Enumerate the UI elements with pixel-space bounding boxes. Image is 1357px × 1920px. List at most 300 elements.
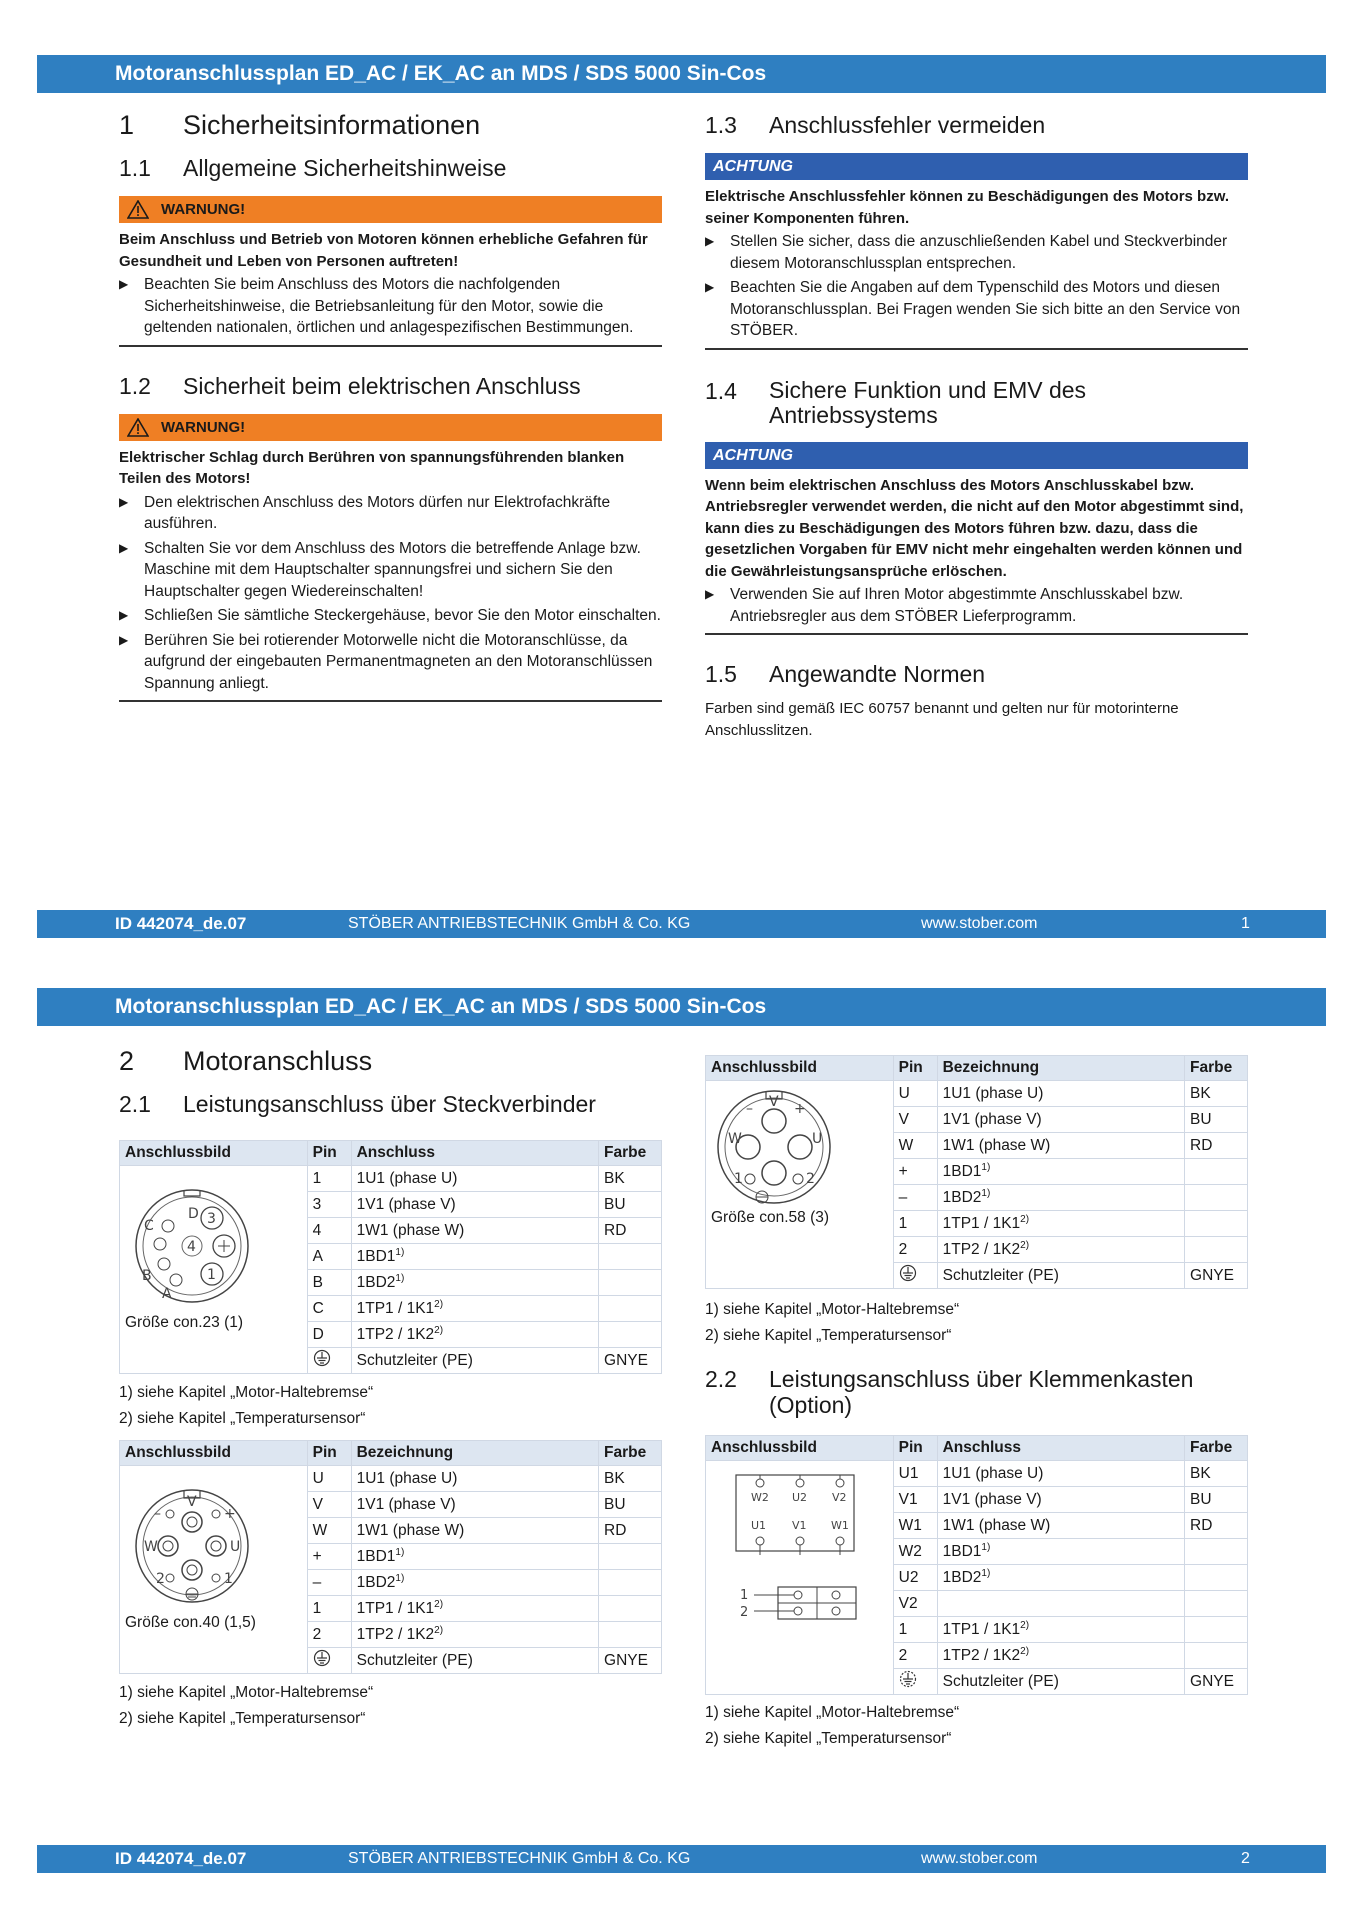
section-number: 1.5 — [705, 661, 737, 687]
signal-cell — [937, 1539, 1184, 1565]
terminal-label: U2 — [792, 1491, 808, 1504]
pin-cell: 1 — [307, 1596, 351, 1622]
pin-cell: U — [307, 1466, 351, 1492]
color-cell: BK — [599, 1466, 662, 1492]
signal-cell — [937, 1107, 1184, 1133]
color-cell — [1185, 1237, 1248, 1263]
signal-cell — [937, 1513, 1184, 1539]
footnote-ref: 2) — [1020, 1645, 1030, 1657]
warning-banner — [119, 196, 662, 223]
website-link[interactable]: www.stober.com — [921, 1850, 1038, 1867]
website-link[interactable]: www.stober.com — [921, 915, 1038, 932]
column-header: Pin — [893, 1056, 937, 1081]
warning-label: WARNUNG! — [161, 201, 246, 218]
footnote-ref: 2) — [434, 1324, 444, 1336]
pin-cell: + — [307, 1544, 351, 1570]
column-header: Bezeichnung — [937, 1056, 1184, 1081]
column-header: Anschluss — [937, 1436, 1184, 1461]
color-cell: BU — [1185, 1107, 1248, 1133]
connector-size-label: Größe con.40 (1,5) — [125, 1614, 256, 1631]
signal-cell — [937, 1159, 1184, 1185]
signal-cell — [351, 1322, 598, 1348]
signal-cell — [937, 1669, 1184, 1695]
pin-cell: A — [307, 1244, 351, 1270]
warning-label: WARNUNG! — [161, 418, 246, 436]
pin-label: U — [230, 1539, 241, 1555]
column-header: Bezeichnung — [351, 1441, 598, 1466]
attention-banner: ACHTUNG — [705, 153, 1248, 180]
signal-cell — [351, 1544, 598, 1570]
column-header: Farbe — [1185, 1436, 1248, 1461]
page1-left-column — [119, 110, 662, 702]
color-cell: BK — [1185, 1461, 1248, 1487]
signal-text: 1W1 (phase W) — [942, 1136, 1051, 1154]
signal-text: Schutzleiter (PE) — [942, 1672, 1059, 1690]
list-item: ▶ Verwenden Sie auf Ihren Motor abgestimmte Anschlusskabel bzw. Antriebsregler aus dem STÖBER Lieferprogramm. — [705, 584, 1248, 627]
pin-cell — [893, 1669, 937, 1695]
color-cell — [599, 1544, 662, 1570]
pin-cell: V2 — [893, 1591, 937, 1617]
pin-label: + — [794, 1101, 806, 1117]
signal-text: 1W1 (phase W) — [942, 1516, 1051, 1534]
pin-cell: W — [893, 1133, 937, 1159]
color-cell — [599, 1596, 662, 1622]
section-number: 2.2 — [705, 1366, 737, 1392]
pin-cell: V1 — [893, 1487, 937, 1513]
section-1-heading — [119, 110, 662, 141]
signal-cell — [937, 1185, 1184, 1211]
pin-label: – — [154, 1506, 161, 1522]
footnote-ref: 1) — [981, 1161, 991, 1173]
signal-text: 1BD1 — [356, 1547, 396, 1565]
section-number: 1.1 — [119, 155, 151, 181]
signal-cell — [937, 1237, 1184, 1263]
signal-cell — [351, 1492, 598, 1518]
footnote: 2) siehe Kapitel „Temperatursensor“ — [119, 1710, 366, 1727]
column-header: Farbe — [1185, 1056, 1248, 1081]
pin-cell: + — [893, 1159, 937, 1185]
pin-cell: 2 — [893, 1237, 937, 1263]
column-header: Farbe — [599, 1141, 662, 1166]
section-title: Motoranschluss — [183, 1046, 373, 1076]
signal-text: 1TP1 / 1K1 — [356, 1299, 435, 1317]
signal-cell — [351, 1518, 598, 1544]
pin-cell — [307, 1348, 351, 1374]
signal-text: 1V1 (phase V) — [942, 1110, 1042, 1128]
pin-label: C — [144, 1218, 154, 1234]
pin-label: 2 — [806, 1171, 815, 1187]
signal-cell — [351, 1166, 598, 1192]
section-number: 1.4 — [705, 377, 737, 404]
pin-cell: C — [307, 1296, 351, 1322]
section-1-5-heading — [705, 661, 1248, 688]
pin-label: V — [769, 1094, 779, 1110]
color-cell — [599, 1244, 662, 1270]
divider — [705, 633, 1248, 635]
footnotes — [705, 1700, 959, 1752]
section-title: Leistungsanschluss über Steckverbinder — [183, 1091, 596, 1117]
table-row — [706, 1081, 1248, 1107]
color-cell: BK — [1185, 1081, 1248, 1107]
list-item: ▶ Beachten Sie die Angaben auf dem Typenschild des Motors und diesen Motoranschlussplan. Bei Fragen wenden Sie sich bitte an den Service von STÖBER. — [705, 277, 1248, 342]
section-1-3-heading — [705, 112, 1248, 139]
section-title: Angewandte Normen — [769, 661, 986, 687]
signal-cell — [351, 1466, 598, 1492]
pin-label: U — [812, 1131, 823, 1147]
signal-cell — [351, 1218, 598, 1244]
color-cell — [1185, 1539, 1248, 1565]
color-cell — [599, 1322, 662, 1348]
terminal-label: V1 — [792, 1519, 807, 1532]
column-header: Anschlussbild — [706, 1056, 894, 1081]
footnote-ref: 1) — [395, 1546, 405, 1558]
color-cell — [599, 1270, 662, 1296]
color-cell: RD — [599, 1218, 662, 1244]
warning-text: Beim Anschluss und Betrieb von Motoren können erhebliche Gefahren für Gesundheit und Leben von Personen auftreten! — [119, 231, 648, 270]
pin-label: – — [746, 1101, 753, 1117]
column-header: Anschlussbild — [120, 1141, 308, 1166]
footnotes — [119, 1680, 373, 1732]
section-title-line: Sichere Funktion und EMV des — [769, 376, 1087, 403]
terminal-label: W2 — [751, 1491, 769, 1504]
signal-cell — [937, 1617, 1184, 1643]
ground-icon — [899, 1264, 917, 1282]
pin-cell: U2 — [893, 1565, 937, 1591]
signal-text: 1BD1 — [942, 1542, 982, 1560]
footnote-ref: 2) — [1020, 1619, 1030, 1631]
signal-text: 1U1 (phase U) — [942, 1464, 1044, 1482]
footnote-ref: 1) — [395, 1246, 405, 1258]
page1-header-bar — [37, 55, 1326, 93]
pin-label: 3 — [207, 1211, 216, 1227]
signal-text: 1TP1 / 1K1 — [942, 1214, 1021, 1232]
color-cell — [599, 1622, 662, 1648]
warning-banner — [119, 414, 662, 441]
pin-cell: 1 — [893, 1211, 937, 1237]
pin-cell: 1 — [307, 1166, 351, 1192]
document-id: ID 442074_de.07 — [115, 914, 247, 933]
page2-header-title: Motoranschlussplan ED_AC / EK_AC an MDS / SDS 5000 Sin-Cos — [115, 995, 767, 1018]
terminal-label: V2 — [832, 1491, 847, 1504]
signal-cell — [351, 1648, 598, 1674]
column-header: Pin — [893, 1436, 937, 1461]
list-item: ▶ Schließen Sie sämtliche Steckergehäuse, bevor Sie den Motor einschalten. — [119, 605, 662, 627]
color-cell — [1185, 1643, 1248, 1669]
con40-connector-diagram — [120, 1466, 308, 1676]
color-cell: RD — [1185, 1133, 1248, 1159]
page1-header-title: Motoranschlussplan ED_AC / EK_AC an MDS / SDS 5000 Sin-Cos — [115, 62, 767, 85]
company-name: STÖBER ANTRIEBSTECHNIK GmbH & Co. KG — [348, 915, 691, 932]
signal-cell — [351, 1596, 598, 1622]
pin-label: W — [144, 1539, 158, 1555]
attention-text: Elektrische Anschlussfehler können zu Beschädigungen des Motors bzw. seiner Komponenten führen. — [705, 188, 1229, 227]
signal-cell — [351, 1348, 598, 1374]
signal-text: 1TP2 / 1K2 — [942, 1646, 1021, 1664]
footnote: 2) siehe Kapitel „Temperatursensor“ — [705, 1730, 952, 1747]
footnote-ref: 2) — [434, 1598, 444, 1610]
column-header: Anschlussbild — [120, 1441, 308, 1466]
signal-cell — [937, 1487, 1184, 1513]
footnote-ref: 2) — [1020, 1239, 1030, 1251]
page-number: 2 — [1241, 1850, 1250, 1867]
footnotes — [119, 1380, 373, 1432]
pin-cell: – — [307, 1570, 351, 1596]
instruction-list — [705, 231, 1248, 342]
list-item: ▶ Schalten Sie vor dem Anschluss des Motors die betreffende Anlage bzw. Maschine mit dem Hauptschalter spannungsfrei und sichern Sie den Hauptschalter gegen Wiedereinschalten! — [119, 538, 662, 603]
footnote-ref: 2) — [434, 1298, 444, 1310]
instruction-list — [119, 492, 662, 695]
standards-text: Farben sind gemäß IEC 60757 benannt und gelten nur für motorinterne Anschlusslitzen. — [705, 700, 1179, 739]
signal-text: 1BD2 — [356, 1273, 396, 1291]
section-title-line: (Option) — [769, 1392, 853, 1418]
divider — [705, 348, 1248, 350]
divider — [119, 700, 662, 702]
table-header-row — [120, 1441, 662, 1466]
instruction-list — [119, 274, 662, 339]
section-title-line: Antriebssystems — [769, 401, 938, 428]
signal-cell — [937, 1263, 1184, 1289]
pin-label: 2 — [156, 1571, 165, 1587]
color-cell — [599, 1296, 662, 1322]
color-cell — [1185, 1617, 1248, 1643]
warning-triangle-icon — [127, 200, 149, 219]
color-cell — [1185, 1591, 1248, 1617]
pin-label: 4 — [187, 1239, 196, 1255]
pin-cell: 1 — [893, 1617, 937, 1643]
section-2-2-heading — [705, 1366, 1248, 1418]
terminal-label: 1 — [740, 1588, 749, 1603]
signal-cell — [937, 1643, 1184, 1669]
signal-text: 1V1 (phase V) — [356, 1195, 456, 1213]
table-row — [120, 1466, 662, 1492]
signal-cell — [351, 1570, 598, 1596]
footnote: 1) siehe Kapitel „Motor-Haltebremse“ — [705, 1301, 960, 1318]
signal-text: 1U1 (phase U) — [356, 1469, 458, 1487]
footnote-ref: 1) — [981, 1567, 991, 1579]
pin-cell — [893, 1263, 937, 1289]
section-title — [769, 378, 1086, 428]
ground-icon — [313, 1349, 331, 1367]
column-header: Pin — [307, 1441, 351, 1466]
connector-diagram-cell — [120, 1466, 308, 1674]
warning-triangle-icon — [127, 418, 149, 437]
divider — [119, 345, 662, 347]
connector-table-con58 — [705, 1055, 1248, 1289]
signal-text: 1W1 (phase W) — [356, 1221, 465, 1239]
pin-cell — [307, 1648, 351, 1674]
signal-text: 1TP1 / 1K1 — [356, 1599, 435, 1617]
color-cell — [1185, 1565, 1248, 1591]
color-cell: GNYE — [1185, 1263, 1248, 1289]
signal-text: 1BD1 — [356, 1247, 396, 1265]
signal-cell — [351, 1296, 598, 1322]
pin-cell: V — [893, 1107, 937, 1133]
pin-cell: D — [307, 1322, 351, 1348]
signal-cell — [937, 1461, 1184, 1487]
color-cell: BU — [1185, 1487, 1248, 1513]
pin-label: D — [188, 1206, 199, 1222]
terminal-label: U1 — [751, 1519, 767, 1532]
terminal-label: W1 — [831, 1519, 849, 1532]
section-2-heading — [119, 1046, 662, 1077]
pin-label: + — [224, 1506, 236, 1522]
signal-cell — [937, 1211, 1184, 1237]
pin-cell: W2 — [893, 1539, 937, 1565]
pin-cell: W — [307, 1518, 351, 1544]
footnotes — [705, 1297, 959, 1349]
ground-icon — [313, 1649, 331, 1667]
signal-text: Schutzleiter (PE) — [942, 1266, 1059, 1284]
footnote: 1) siehe Kapitel „Motor-Haltebremse“ — [119, 1684, 374, 1701]
section-number: 1.2 — [119, 372, 151, 399]
page2-header-bar — [37, 988, 1326, 1026]
footnote-ref: 1) — [395, 1572, 405, 1584]
footnote: 1) siehe Kapitel „Motor-Haltebremse“ — [119, 1384, 374, 1401]
signal-text: 1V1 (phase V) — [942, 1490, 1042, 1508]
list-item: ▶ Berühren Sie bei rotierender Motorwelle nicht die Motoranschlüsse, da aufgrund der eingebauten Permanentmagneten an den Motoranschlüssen Spannung anliegt. — [119, 630, 662, 695]
con58-connector-diagram — [706, 1081, 894, 1291]
pin-cell: B — [307, 1270, 351, 1296]
list-item: ▶ Beachten Sie beim Anschluss des Motors die nachfolgenden Sicherheitshinweise, die Betriebsanleitung für den Motor, sowie die geltenden nationalen, örtlichen und anlagespezifischen Bestimmungen. — [119, 274, 662, 339]
color-cell: BU — [599, 1192, 662, 1218]
signal-text: 1BD2 — [942, 1188, 982, 1206]
terminal-box-table — [705, 1435, 1248, 1695]
connector-diagram-cell — [120, 1166, 308, 1374]
footnote: 2) siehe Kapitel „Temperatursensor“ — [119, 1410, 366, 1427]
signal-cell — [937, 1565, 1184, 1591]
signal-text: 1TP1 / 1K1 — [942, 1620, 1021, 1638]
pin-cell: 3 — [307, 1192, 351, 1218]
page-number: 1 — [1241, 915, 1250, 932]
con23-connector-diagram — [120, 1166, 308, 1376]
table-header-row — [706, 1056, 1248, 1081]
pin-cell: V — [307, 1492, 351, 1518]
connector-size-label: Größe con.23 (1) — [125, 1314, 244, 1331]
document-id: ID 442074_de.07 — [115, 1849, 247, 1868]
warning-text: Elektrischer Schlag durch Berühren von spannungsführenden blanken Teilen des Motors! — [119, 448, 625, 487]
attention-banner: ACHTUNG — [705, 442, 1248, 469]
list-item: ▶ Den elektrischen Anschluss des Motors dürfen nur Elektrofachkräfte ausführen. — [119, 492, 662, 535]
color-cell: GNYE — [599, 1348, 662, 1374]
pin-label: A — [162, 1286, 172, 1302]
color-cell — [1185, 1211, 1248, 1237]
signal-text: 1TP2 / 1K2 — [942, 1240, 1021, 1258]
signal-text: 1TP2 / 1K2 — [356, 1325, 435, 1343]
footnote-ref: 2) — [434, 1624, 444, 1636]
pin-cell: 2 — [893, 1643, 937, 1669]
pin-cell: 2 — [307, 1622, 351, 1648]
page2-footer-bar — [37, 1845, 1326, 1873]
ground-icon — [899, 1670, 917, 1688]
color-cell: GNYE — [599, 1648, 662, 1674]
signal-text: 1U1 (phase U) — [356, 1169, 458, 1187]
pin-cell: – — [893, 1185, 937, 1211]
signal-text: 1BD2 — [356, 1573, 396, 1591]
signal-cell — [351, 1192, 598, 1218]
color-cell: RD — [599, 1518, 662, 1544]
section-title: Sicherheit beim elektrischen Anschluss — [183, 372, 581, 399]
pin-cell: 4 — [307, 1218, 351, 1244]
signal-cell — [351, 1244, 598, 1270]
column-header: Anschlussbild — [706, 1436, 894, 1461]
signal-text: Schutzleiter (PE) — [356, 1351, 473, 1369]
pin-cell: U1 — [893, 1461, 937, 1487]
terminal-label: 2 — [740, 1605, 749, 1620]
color-cell — [1185, 1159, 1248, 1185]
section-title — [769, 1366, 1193, 1418]
signal-cell — [351, 1622, 598, 1648]
signal-text: 1BD1 — [942, 1162, 982, 1180]
list-item: ▶ Stellen Sie sicher, dass die anzuschließenden Kabel und Steckverbinder diesem Motoranschlussplan entsprechen. — [705, 231, 1248, 274]
column-header: Farbe — [599, 1441, 662, 1466]
pin-label: 1 — [224, 1571, 233, 1587]
section-title: Allgemeine Sicherheitshinweise — [183, 155, 507, 181]
color-cell: RD — [1185, 1513, 1248, 1539]
signal-text: 1TP2 / 1K2 — [356, 1625, 435, 1643]
footnote: 2) siehe Kapitel „Temperatursensor“ — [705, 1327, 952, 1344]
instruction-list — [705, 584, 1248, 627]
pin-cell: W1 — [893, 1513, 937, 1539]
color-cell: BU — [599, 1492, 662, 1518]
footnote-ref: 1) — [395, 1272, 405, 1284]
column-header: Pin — [307, 1141, 351, 1166]
color-cell: GNYE — [1185, 1669, 1248, 1695]
footnote-ref: 2) — [1020, 1213, 1030, 1225]
connector-diagram-cell — [706, 1081, 894, 1289]
table-header-row — [706, 1436, 1248, 1461]
pin-label: B — [142, 1268, 152, 1284]
signal-text: 1BD2 — [942, 1568, 982, 1586]
pin-cell: U — [893, 1081, 937, 1107]
table-header-row — [120, 1141, 662, 1166]
pin-label: 1 — [734, 1171, 743, 1187]
section-title: Anschlussfehler vermeiden — [769, 112, 1046, 138]
signal-text: 1V1 (phase V) — [356, 1495, 456, 1513]
section-1-2-heading — [119, 373, 662, 400]
section-title: Sicherheitsinformationen — [183, 110, 481, 140]
signal-text: 1W1 (phase W) — [356, 1521, 465, 1539]
color-cell — [599, 1570, 662, 1596]
footnote: 1) siehe Kapitel „Motor-Haltebremse“ — [705, 1704, 960, 1721]
signal-cell — [937, 1591, 1184, 1617]
page1-right-column — [705, 112, 1248, 741]
footnote-ref: 1) — [981, 1187, 991, 1199]
section-number: 2.1 — [119, 1091, 151, 1117]
terminal-box-diagram — [706, 1461, 894, 1697]
signal-cell — [937, 1133, 1184, 1159]
connector-table-con40 — [119, 1440, 662, 1674]
color-cell: BK — [599, 1166, 662, 1192]
pin-label: W — [728, 1131, 742, 1147]
connector-size-label: Größe con.58 (3) — [711, 1209, 830, 1226]
table-row — [706, 1461, 1248, 1487]
color-cell — [1185, 1185, 1248, 1211]
section-number: 1.3 — [705, 112, 737, 138]
page2-left-headings — [119, 1046, 662, 1132]
section-number: 2 — [119, 1046, 135, 1076]
signal-cell — [937, 1081, 1184, 1107]
section-2-1-heading — [119, 1091, 662, 1118]
signal-text: Schutzleiter (PE) — [356, 1651, 473, 1669]
signal-text: 1U1 (phase U) — [942, 1084, 1044, 1102]
footnote-ref: 1) — [981, 1541, 991, 1553]
section-1-4-heading — [705, 378, 1248, 428]
table-row — [120, 1166, 662, 1192]
column-header: Anschluss — [351, 1141, 598, 1166]
section-title-line: Leistungsanschluss über Klemmenkasten — [769, 1366, 1194, 1392]
signal-cell — [351, 1270, 598, 1296]
pin-label: V — [187, 1494, 197, 1510]
